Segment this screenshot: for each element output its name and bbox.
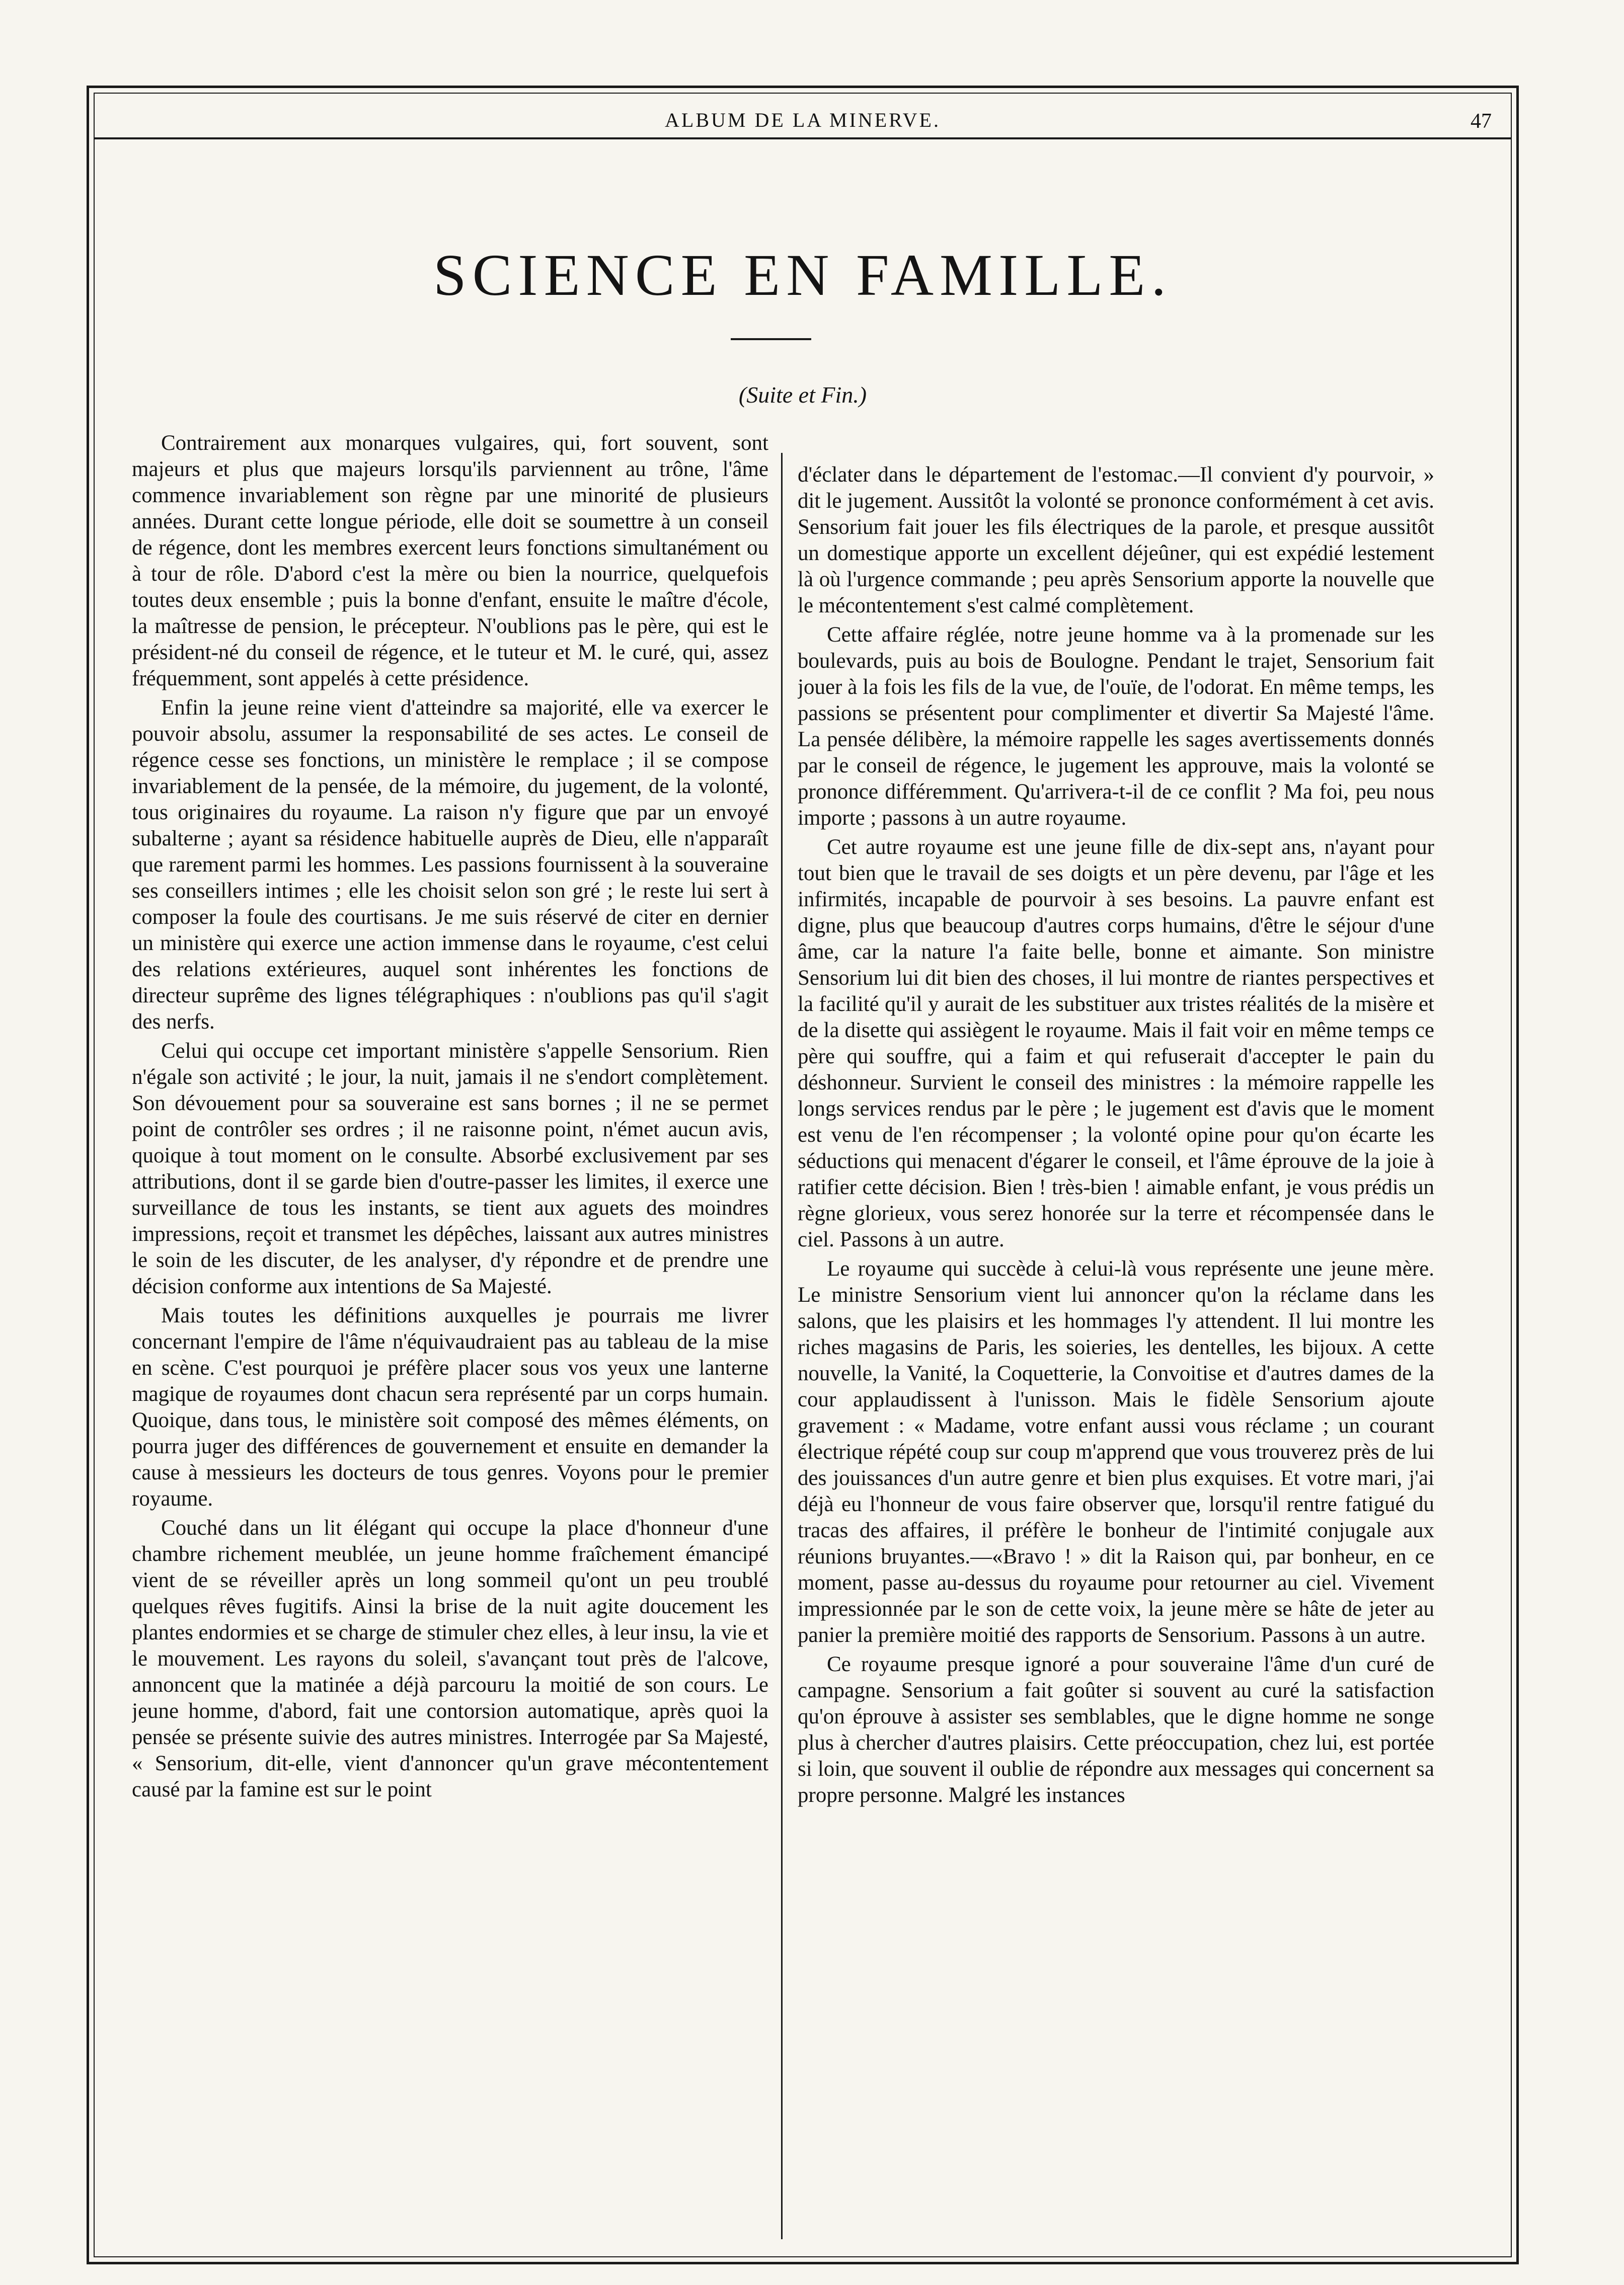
article-title: SCIENCE EN FAMILLE. xyxy=(433,242,1173,308)
left-column xyxy=(132,430,768,2227)
paragraph: Le royaume qui succède à celui-là vous représente une jeune mère. Le ministre Sensorium vient lui annoncer qu'on la réclame dans les salons, que les plaisirs et les hommages l'y attendent. Il lui montre les riches magasins de Paris, les soieries, les dentelles, les bijoux. A cette nouvelle, la Vanité, la Coquetterie, la Convoitise et d'autres dames de la cour applaudissent à l'unisson. Mais le fidèle Sensorium ajoute gravement : « Madame, votre enfant aussi vous réclame ; un courant électrique répété coup sur coup m'apprend que vous trouverez près de lui des jouissances d'un autre genre et bien plus exquises. Et votre mari, j'ai déjà eu l'honneur de vous faire observer que, lorsqu'il rentre fatigué du tracas des affaires, il préfère le bonheur de l'intimité conjugale aux réunions bruyantes.—«Bravo ! » dit la Raison qui, par bonheur, en ce moment, passe au-dessus du royaume pour retourner au ciel. Vivement impressionnée par le son de cette voix, la jeune mère se hâte de jeter au panier la première moitié des rapports de Sensorium. Passons à un autre. xyxy=(798,1257,1434,1647)
paragraph: Celui qui occupe cet important ministère s'appelle Sensorium. Rien n'égale son activité ; le jour, la nuit, jamais il ne s'endort complètement. Son dévouement pour sa souveraine est sans bornes ; il ne se permet point de contrôler ses ordres ; il ne raisonne point, n'émet aucun avis, quoique à tout moment on le consulte. Absorbé exclusivement par ses attributions, dont il se garde bien d'outre-passer les limites, il exerce une surveillance de tous les instants, se tient aux aguets des moindres impressions, reçoit et transmet les dépêches, laissant aux autres ministres le soin de les discuter, de les analyser, d'y répondre et de prendre une décision conforme aux intentions de Sa Majesté. xyxy=(132,1039,768,1298)
paragraph: Cet autre royaume est une jeune fille de dix-sept ans, n'ayant pour tout bien que le travail de ses doigts et un père devenu, par l'âge et les infirmités, incapable de pourvoir à ses besoins. La pauvre enfant est digne, plus que beaucoup d'autres corps humains, d'être le séjour d'une âme, car la nature l'a faite belle, bonne et aimante. Son ministre Sensorium lui dit bien des choses, il lui montre de riantes perspectives et la facilité qu'il y aurait de les substituer aux tristes réalités de la misère et de la disette qui assiègent le royaume. Mais il fait voir en même temps ce père qui souffre, qui a faim et qui refuserait d'accepter le pain du déshonneur. Survient le conseil des ministres : la mémoire rappelle les longs services rendus par le père ; le jugement est d'avis que le moment est venu de l'en récompenser ; la volonté opine pour qu'on écarte les séductions qui menacent d'égarer le conseil, et l'âme éprouve de la joie à ratifier cette décision. Bien ! très-bien ! aimable enfant, je vous prédis un règne glorieux, vous serez honorée sur la terre et récompensée dans le ciel. Passons à un autre. xyxy=(798,835,1434,1251)
page-number: 47 xyxy=(1471,110,1492,133)
column-divider xyxy=(781,453,783,2239)
right-column xyxy=(798,462,1434,2258)
paragraph: Mais toutes les définitions auxquelles je pourrais me livrer concernant l'empire de l'âme n'équivaudraient pas au tableau de la mise en scène. C'est pourquoi je préfère placer sous vos yeux une lanterne magique de royaumes dont chacun sera représenté par un corps humain. Quoique, dans tous, le ministère soit composé des mêmes éléments, on pourra juger des différences de gouvernement et ensuite en demander la cause à messieurs les docteurs de tous genres. Voyons pour le premier royaume. xyxy=(132,1304,768,1511)
publication-title: ALBUM DE LA MINERVE. xyxy=(665,109,941,131)
paragraph: d'éclater dans le département de l'estomac.—Il convient d'y pourvoir, » dit le jugement. Aussitôt la volonté se prononce conformément à cet avis. Sensorium fait jouer les fils électriques de la parole, et presque aussitôt un domestique apporte un excellent déjeûner, qui est expédié lestement là où l'urgence commande ; peu après Sensorium apporte la nouvelle que le mécontentement s'est calmé complètement. xyxy=(798,463,1434,617)
paragraph: Enfin la jeune reine vient d'atteindre sa majorité, elle va exercer le pouvoir absolu, assumer la responsabilité de ses actes. Le conseil de régence cesse ses fonctions, un ministère le remplace ; il se compose invariablement de la pensée, de la mémoire, du jugement, de la volonté, tous originaires du royaume. La raison n'y figure que par un envoyé subalterne ; ayant sa résidence habituelle auprès de Dieu, elle n'apparaît que rarement parmi les hommes. Les passions fournissent à la souveraine ses conseillers intimes ; elle les choisit selon son gré ; le reste lui sert à composer la foule des courtisans. Je me suis réservé de citer en dernier un ministère qui exerce une action immense dans le royaume, c'est celui des relations extérieures, auquel sont inhérentes les fonctions de directeur suprême des lignes télégraphiques : n'oublions pas qu'il s'agit des nerfs. xyxy=(132,696,768,1034)
running-head xyxy=(94,108,1512,138)
header-rule xyxy=(94,137,1512,139)
paragraph: Ce royaume presque ignoré a pour souveraine l'âme d'un curé de campagne. Sensorium a fait goûter si souvent au curé la satisfaction qu'on éprouve à assister ses semblables, que le digne homme ne songe plus à chercher d'autres plaisirs. Cette préoccupation, chez lui, est portée si loin, que souvent il oublie de répondre aux messages qui concernent sa propre personne. Malgré les instances xyxy=(798,1652,1434,1807)
title-divider xyxy=(731,338,811,340)
paragraph: Contrairement aux monarques vulgaires, qui, fort souvent, sont majeurs et plus que majeurs lorsqu'ils parviennent au trône, l'âme commence invariablement son règne par une minorité de plusieurs années. Durant cette longue période, elle doit se soumettre à un conseil de régence, dont les membres exercent leurs fonctions simultanément ou à tour de rôle. D'abord c'est la mère ou bien la nourrice, quelquefois toutes deux ensemble ; puis la bonne d'enfant, ensuite le maître d'école, la maîtresse de pension, le précepteur. N'oublions pas le père, qui est le président-né du conseil de régence, et le tuteur et M. le curé, qui, assez fréquemment, sont appelés à cette présidence. xyxy=(132,431,768,690)
paragraph: Cette affaire réglée, notre jeune homme va à la promenade sur les boulevards, puis au bois de Boulogne. Pendant le trajet, Sensorium fait jouer à la fois les fils de la vue, de l'ouïe, de l'odorat. En même temps, les passions se présentent pour complimenter et divertir Sa Majesté l'âme. La pensée délibère, la mémoire rappelle les sages avertissements donnés par le conseil de régence, le jugement les approuve, mais la volonté se prononce différemment. Qu'arrivera-t-il de ce conflit ? Ma foi, peu nous importe ; passons à un autre royaume. xyxy=(798,623,1434,830)
article-subtitle: (Suite et Fin.) xyxy=(738,382,867,408)
paragraph: Couché dans un lit élégant qui occupe la place d'honneur d'une chambre richement meublée, un jeune homme fraîchement émancipé vient de se réveiller après un long sommeil qu'ont un peu troublé quelques rêves fugitifs. Ainsi la brise de la nuit agite doucement les plantes endormies et se charge de stimuler chez elles, à leur insu, la vie et le mouvement. Les rayons du soleil, s'avançant tout près de l'alcove, annoncent que la matinée a déjà parcouru la moitié de son cours. Le jeune homme, d'abord, fait une contorsion automatique, après quoi la pensée se présente suivie des autres ministres. Interrogée par Sa Majesté, « Sensorium, dit-elle, vient d'annoncer qu'un grave mécontentement causé par la famine est sur le point xyxy=(132,1516,768,1801)
